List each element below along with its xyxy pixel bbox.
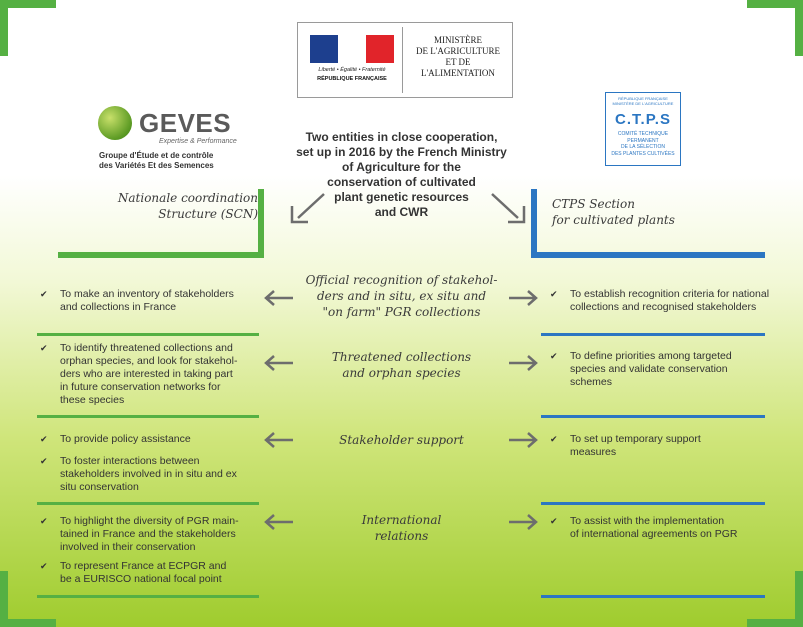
list-item-text: To establish recognition criteria for national collections and recognised stakeholders [570, 288, 770, 313]
check-icon: ✔ [550, 351, 558, 361]
geves-name: GEVES [139, 108, 232, 138]
ministry-logo [297, 22, 513, 98]
list-item-text: To foster interactions between stakeholders involved in in situ and ex situ conservation [60, 455, 237, 493]
arrow-left-icon [263, 513, 295, 531]
separator-right [541, 595, 765, 598]
diagonal-arrow-right-icon [488, 190, 528, 226]
topic-threatened-collections: Threatened collections and orphan species [331, 350, 472, 380]
geves-leaf-icon [98, 106, 132, 140]
separator-left [37, 502, 259, 505]
separator-left [37, 415, 259, 418]
separator-left [37, 333, 259, 336]
arrow-left-icon [263, 431, 295, 449]
separator-right [541, 502, 765, 505]
arrow-left-icon [263, 354, 295, 372]
topic-official-recognition: Official recognition of stakehol- ders and in situ, ex situ and "on farm" PGR collections [305, 273, 498, 319]
separator-left [37, 595, 259, 598]
list-item-text: To make an inventory of stakeholders and collections in France [60, 288, 234, 313]
check-icon: ✔ [40, 456, 48, 466]
ctps-small-text: RÉPUBLIQUE FRANÇAISE MINISTÈRE DE L'AGRICULTURE [612, 96, 674, 106]
separator-right [541, 333, 765, 336]
topic-stakeholder-support: Stakeholder support [339, 433, 464, 447]
arrow-right-icon [507, 431, 539, 449]
ministry-divider [402, 27, 403, 93]
ctps-section-title: CTPS Section for cultivated plants [552, 197, 675, 227]
arrow-right-icon [507, 354, 539, 372]
ministry-name: MINISTÈRE DE L'AGRICULTURE ET DE L'ALIMENTATION [415, 35, 501, 78]
corner-top-left [0, 0, 56, 56]
geves-tagline: Expertise & Performance [159, 138, 237, 145]
arrow-left-icon [263, 289, 295, 307]
check-icon: ✔ [550, 434, 558, 444]
check-icon: ✔ [40, 343, 48, 353]
arrow-right-icon [507, 513, 539, 531]
separator-right [541, 415, 765, 418]
arrow-right-icon [507, 289, 539, 307]
ctps-logo [605, 92, 681, 166]
center-description: Two entities in close cooperation, set up in 2016 by the French Ministry of Agriculture for the conservation of cultivated plant genetic resources and CWR [296, 130, 507, 219]
diagonal-arrow-left-icon [288, 190, 328, 226]
check-icon: ✔ [40, 289, 48, 299]
ctps-title: C.T.P.S [615, 111, 671, 128]
list-item-text: To identify threatened collections and orphan species, and look for stakehol- ders who are interested in taking part in future conservation networks for these species [60, 342, 238, 406]
check-icon: ✔ [40, 516, 48, 526]
list-item-text: To set up temporary support measures [570, 433, 701, 458]
topic-international-relations: International relations [361, 513, 442, 543]
list-item-text: To define priorities among targeted species and validate conservation schemes [570, 350, 732, 388]
check-icon: ✔ [550, 516, 558, 526]
marianne-flag-icon [310, 35, 394, 71]
list-item-text: To provide policy assistance [60, 433, 191, 445]
ministry-motto: Liberté • Égalité • Fraternité [318, 67, 386, 73]
ctps-description: COMITÉ TECHNIQUE PERMANENT DE LA SÉLECTION DES PLANTES CULTIVÉES [611, 131, 675, 157]
list-item-text: To assist with the implementation of international agreements on PGR [570, 515, 738, 540]
corner-bottom-right [747, 571, 803, 627]
geves-description: Groupe d'Étude et de contrôle des Variétés Et des Semences [99, 151, 214, 170]
ministry-republic: RÉPUBLIQUE FRANÇAISE [317, 76, 387, 82]
check-icon: ✔ [40, 561, 48, 571]
list-item-text: To highlight the diversity of PGR main- tained in France and the stakeholders involved in their conservation [60, 515, 239, 553]
scn-section-title: Nationale coordination Structure (SCN) [117, 191, 258, 221]
check-icon: ✔ [550, 289, 558, 299]
list-item-text: To represent France at ECPGR and be a EURISCO national focal point [60, 560, 227, 585]
corner-top-right [747, 0, 803, 56]
check-icon: ✔ [40, 434, 48, 444]
corner-bottom-left [0, 571, 56, 627]
